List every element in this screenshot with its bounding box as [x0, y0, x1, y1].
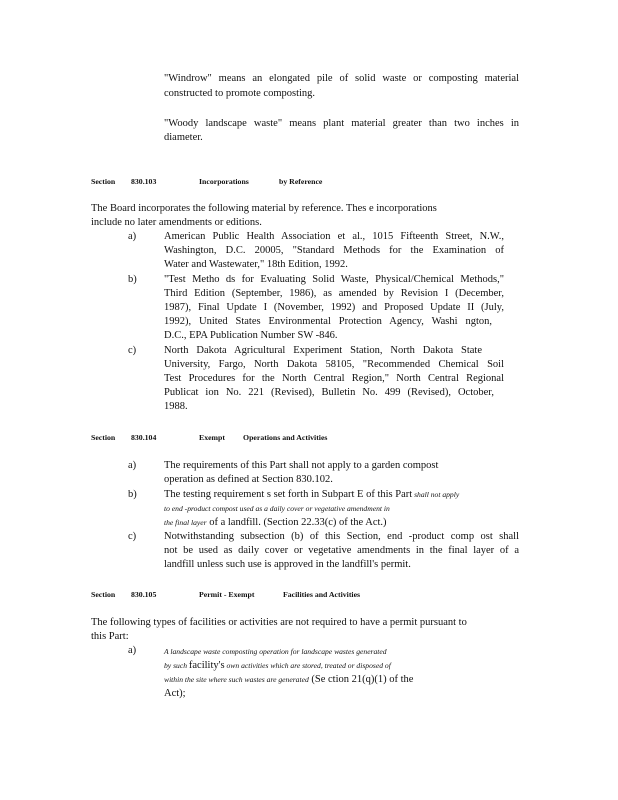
item-line-segment-italic: to end -product compost used as a daily cover or vegetative amendment in: [164, 504, 390, 513]
item-line: [164, 516, 387, 529]
section-104-code: 830.104: [131, 433, 157, 442]
item-line: operation as defined at Section 830.102.: [164, 474, 333, 485]
section-103-number: Section: [91, 177, 116, 186]
definition-woody-line-1: "Woody landscape waste" means plant material greater than two inches in: [164, 118, 519, 129]
item-line-segment-italic: A landscape waste composting operation for landscape wastes generated: [164, 647, 387, 656]
item-line: [164, 502, 390, 515]
section-103-intro-line-1: The Board incorporates the following material by reference. Thes e incorporations: [91, 203, 437, 214]
item-line: [164, 659, 391, 672]
item-line-segment-italic: the final layer: [164, 518, 207, 527]
item-line-segment: (Se ction 21(q)(1) of the: [308, 674, 414, 685]
item-line: [164, 645, 387, 658]
item-line: 1992), United States Environmental Protection Agency, Washi ngton,: [164, 316, 492, 327]
item-line: The requirements of this Part shall not apply to a garden compost: [164, 460, 439, 471]
section-105-intro-line-2: this Part:: [91, 631, 129, 642]
item-line: not be used as daily cover or vegetative amendments in the final layer of a: [164, 545, 519, 556]
section-104-title-a: Exempt: [199, 433, 225, 442]
item-line: University, Fargo, North Dakota 58105, "Recommended Chemical Soil: [164, 359, 504, 370]
item-label: b): [128, 489, 137, 500]
item-line-segment: The testing requirement s set forth in Subpart E of this Part: [164, 489, 413, 500]
section-103-code: 830.103: [131, 177, 157, 186]
item-line: Notwithstanding subsection (b) of this Section, end -product comp ost shall: [164, 531, 519, 542]
item-line-segment-italic: within the site where such wastes are generated: [164, 675, 309, 684]
item-line-segment-italic: shall not apply: [412, 490, 460, 499]
section-104-number: Section: [91, 433, 116, 442]
item-line: 1988.: [164, 401, 188, 412]
section-105-code: 830.105: [131, 590, 157, 599]
item-label: a): [128, 231, 137, 242]
item-line-segment: facility's: [188, 660, 225, 671]
item-label: a): [128, 645, 137, 656]
item-line: Test Procedures for the North Central Region," North Central Regional: [164, 373, 504, 384]
item-line: D.C., EPA Publication Number SW -846.: [164, 330, 338, 341]
item-line: American Public Health Association et al., 1015 Fifteenth Street, N.W.,: [164, 231, 504, 242]
definition-woody-line-2: diameter.: [164, 132, 203, 143]
item-line: 1987), Final Update I (November, 1992) and Proposed Update II (July,: [164, 302, 504, 313]
section-103-title-b: by Reference: [279, 177, 323, 186]
item-line: Third Edition (September, 1986), as amended by Revision I (December,: [164, 288, 504, 299]
section-105-title-a: Permit - Exempt: [199, 590, 255, 599]
definition-windrow-line-2: constructed to promote composting.: [164, 88, 316, 99]
section-105-number: Section: [91, 590, 116, 599]
item-line: Washington, D.C. 20005, "Standard Methods for the Examination of: [164, 245, 504, 256]
item-line-segment-italic: own activities which are stored, treated or disposed of: [224, 661, 391, 670]
item-label: c): [128, 345, 137, 356]
section-103-intro-line-2: include no later amendments or editions.: [91, 217, 262, 228]
item-line: [164, 687, 186, 700]
section-105-intro-line-1: The following types of facilities or activities are not required to have a permit pursuant to: [91, 617, 467, 628]
section-105-title-b: Facilities and Activities: [283, 590, 361, 599]
item-line-segment: Act);: [164, 688, 186, 699]
item-line-segment-italic: by such: [164, 661, 189, 670]
item-label: b): [128, 274, 137, 285]
item-line: [164, 673, 413, 686]
item-label: c): [128, 531, 137, 542]
item-label: a): [128, 460, 137, 471]
definition-windrow-line-1: "Windrow" means an elongated pile of solid waste or composting material: [164, 73, 519, 84]
section-104-title-b: Operations and Activities: [243, 433, 328, 442]
item-line: Publicat ion No. 221 (Revised), Bulletin No. 499 (Revised), October,: [164, 387, 494, 398]
item-line: Water and Wastewater," 18th Edition, 1992.: [164, 259, 348, 270]
item-line-segment: of a landfill. (Section 22.33(c) of the Act.): [206, 517, 387, 528]
item-line: "Test Metho ds for Evaluating Solid Waste, Physical/Chemical Methods,": [164, 274, 504, 285]
section-103-title-a: Incorporations: [199, 177, 249, 186]
item-line: [164, 488, 459, 501]
item-line: North Dakota Agricultural Experiment Station, North Dakota State: [164, 345, 482, 356]
item-line: landfill unless such use is approved in the landfill's permit.: [164, 559, 411, 570]
